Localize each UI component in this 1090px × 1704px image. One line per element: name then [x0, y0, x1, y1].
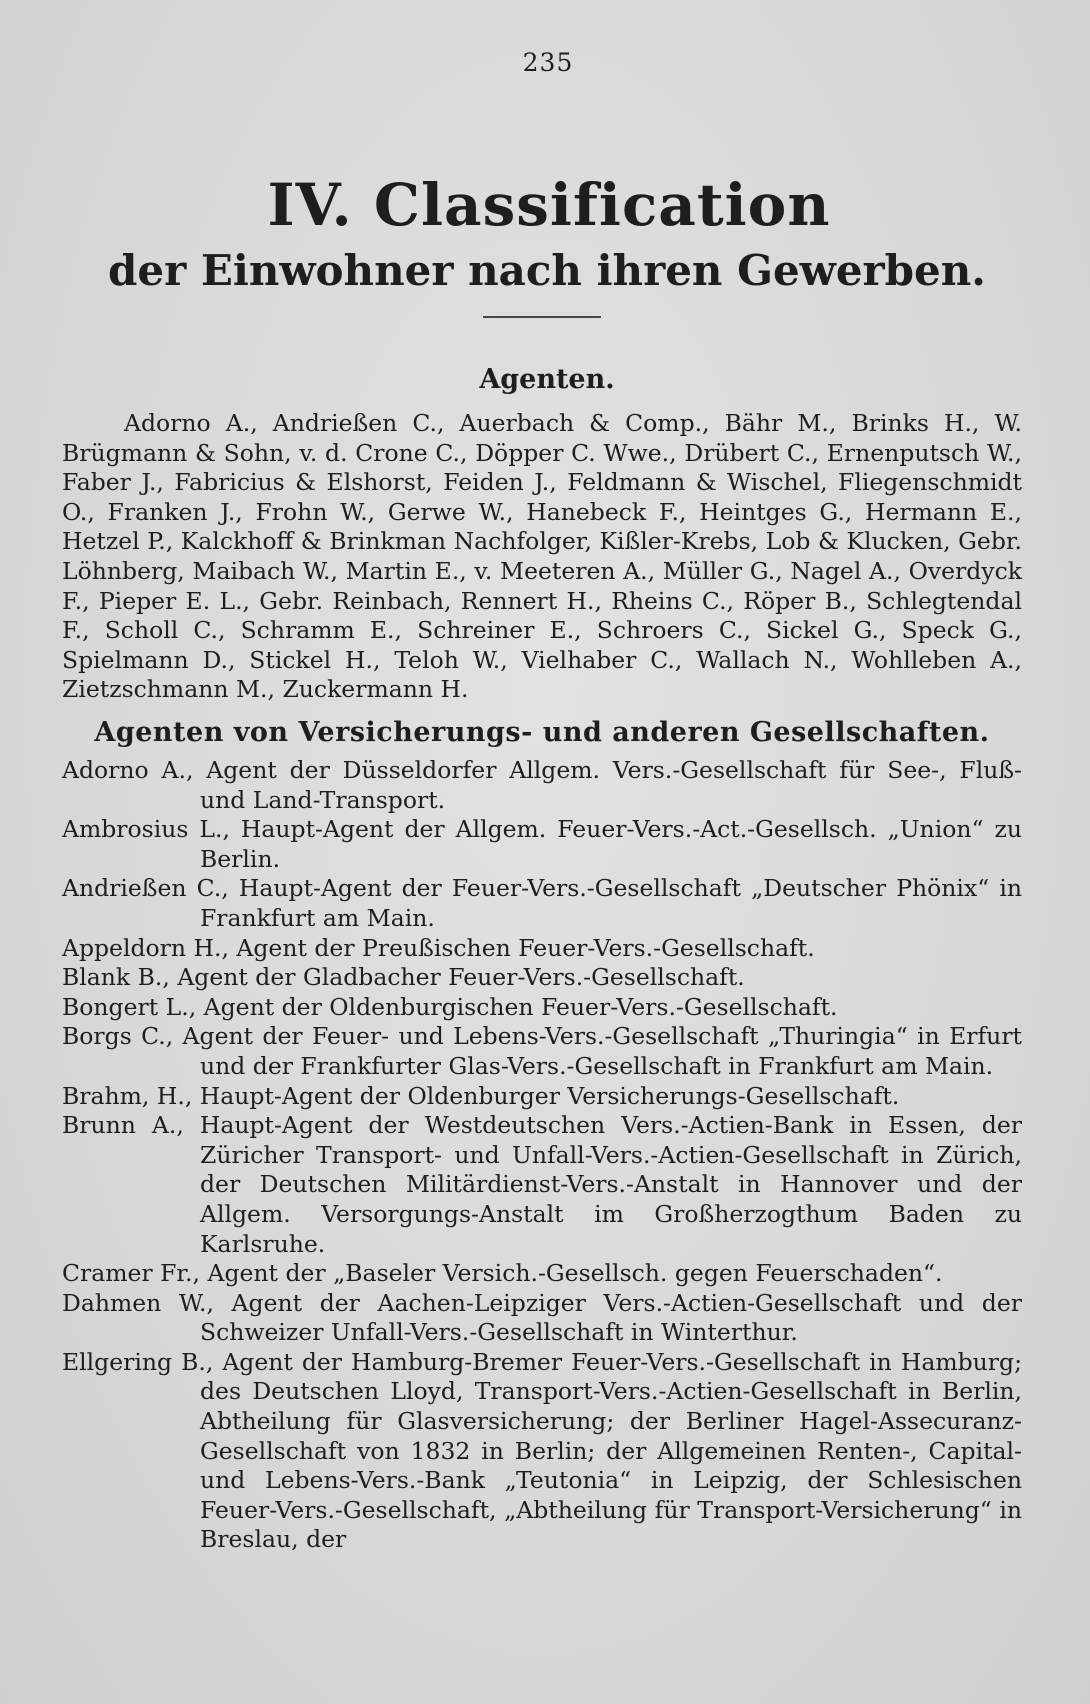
list-item: Borgs C., Agent der Feuer- und Lebens-Vers.-Gesellschaft „Thuringia“ in Erfurt und der Frankfurter Glas-Vers.-Gesellschaft in Frankfurt am Main. — [62, 1022, 1022, 1080]
agents-list-paragraph: Adorno A., Andrießen C., Auerbach & Comp., Bähr M., Brinks H., W. Brügmann & Sohn, v. d. Crone C., Döpper C. Wwe., Drübert C., Ernenputsch W., Faber J., Fabricius & Elshorst, Feiden J., Feldmann & Wischel, Fliegenschmidt O., Franken J., Frohn W., Gerwe W., Hanebeck F., Heintges G., Hermann E., Hetzel P., Kalckhoff & Brinkman Nachfolger, Kißler-Krebs, Lob & Klucken, Gebr. Löhnberg, Maibach W., Martin E., v. Meeteren A., Müller G., Nagel A., Overdyck F., Pieper E. L., Gebr. Reinbach, Rennert H., Rheins C., Röper B., Schlegtendal F., Scholl C., Schramm E., Schreiner E., Schroers C., Sickel G., Speck G., Spielmann D., Stickel H., Teloh W., Vielhaber C., Wallach N., Wohlleben A., Zietzschmann M., Zuckermann H. — [62, 409, 1022, 704]
list-item: Dahmen W., Agent der Aachen-Leipziger Vers.-Actien-Gesellschaft und der Schweizer Unfall-Vers.-Gesellschaft in Winterthur. — [62, 1288, 1022, 1347]
list-item: Appeldorn H., Agent der Preußischen Feuer-Vers.-Gesellschaft. — [62, 933, 815, 962]
insurance-agents-list — [62, 756, 1022, 1555]
list-item: Adorno A., Agent der Düsseldorfer Allgem. Vers.-Gesellschaft für See-, Fluß- und Land-Transport. — [62, 756, 1022, 814]
title-divider — [483, 316, 601, 318]
section-subtitle: der Einwohner nach ihren Gewerben. — [108, 245, 986, 295]
agents-heading: Agenten. — [479, 364, 615, 396]
list-item: Cramer Fr., Agent der „Baseler Versich.-Gesellsch. gegen Feuerschaden“. — [62, 1259, 943, 1288]
list-item: Brahm, H., Haupt-Agent der Oldenburger Versicherungs-Gesellschaft. — [62, 1081, 900, 1110]
list-item: Ambrosius L., Haupt-Agent der Allgem. Feuer-Vers.-Act.-Gesellsch. „Union“ zu Berlin. — [62, 815, 1022, 873]
section-title: IV. Classification — [267, 171, 831, 239]
list-item: Bongert L., Agent der Oldenburgischen Feuer-Vers.-Gesellschaft. — [62, 992, 838, 1021]
list-item: Brunn A., Haupt-Agent der Westdeutschen Vers.-Actien-Bank in Essen, der Züricher Transport- und Unfall-Vers.-Actien-Gesellschaft in Zürich, der Deutschen Militärdienst-Vers.-Anstalt in Hannover und der Allgem. Versorgungs-Anstalt im Großherzogthum Baden zu Karlsruhe. — [62, 1111, 1022, 1258]
insurance-agents-heading: Agenten von Versicherungs- und anderen Gesellschaften. — [94, 717, 990, 749]
list-item: Blank B., Agent der Gladbacher Feuer-Vers.-Gesellschaft. — [62, 963, 745, 992]
list-item: Ellgering B., Agent der Hamburg-Bremer Feuer-Vers.-Gesellschaft in Hamburg; des Deutschen Lloyd, Transport-Vers.-Actien-Gesellschaft in Berlin, Abtheilung für Glasversicherung; der Berliner Hagel-Assecuranz-Gesellschaft von 1832 in Berlin; der Allgemeinen Renten-, Capital- und Lebens-Vers.-Bank „Teutonia“ in Leipzig, der Schlesischen Feuer-Vers.-Gesellschaft, „Abtheilung für Transport-Versicherung“ in Breslau, der — [62, 1347, 1022, 1554]
list-item: Andrießen C., Haupt-Agent der Feuer-Vers.-Gesellschaft „Deutscher Phönix“ in Frankfurt am Main. — [62, 874, 1022, 932]
page-number: 235 — [522, 48, 574, 77]
